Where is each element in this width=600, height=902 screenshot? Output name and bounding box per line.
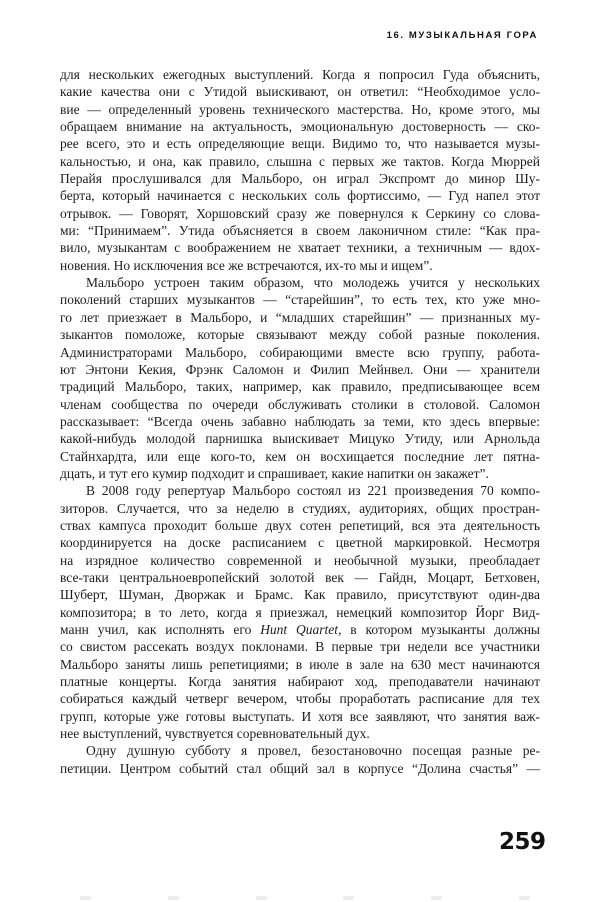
text-line: новения. Но исключения все же встречаются, их-то мы и ищем”. <box>60 257 433 273</box>
text-line: координируется на доске расписанием с цветной маркировкой. Несмотря <box>60 535 540 551</box>
text-line: Мальборо устроен таким образом, что молодежь учится у нескольких <box>86 275 540 291</box>
text-line: петиции. Центром событий стал общий зал в корпусе “Долина счастья” — <box>60 760 540 776</box>
page-number: 259 <box>499 829 546 855</box>
text-line: ми: “Принимаем”. Утида объясняется в своем лаконичном стиле: “Как пра- <box>60 223 540 239</box>
text-line: зыкантов помоложе, которые связывают между собой разные поколения. <box>60 327 540 343</box>
text-block <box>60 66 540 777</box>
text-line: берта, который начинается с нескольких соль фортиссимо, — Гуд напел этот <box>60 188 540 204</box>
text-line: платные концерты. Когда занятия набирают ход, преподаватели начинают <box>60 674 540 690</box>
text-line: вило, музыкантам с воображением не хватает техники, а техничным — вдох- <box>60 240 540 256</box>
text-line: го лет приезжает в Мальборо, и “младших старейшин” — признанных му- <box>60 309 540 325</box>
next-page-text-bleed <box>80 895 530 900</box>
text-segment: , в котором музыканты должны <box>338 622 541 637</box>
text-line: Шуберт, Шуман, Дворжак и Брамс. Как правило, присутствуют один-два <box>60 587 540 603</box>
text-line: собираться каждый четверг вечером, чтобы проработать расписание для тех <box>60 691 540 707</box>
text-line: рассказывает: “Всегда очень забавно наблюдать за теми, кто здесь впервые: <box>60 413 540 429</box>
text-line: Мальборо заняты лишь репетициями; в июле в зале на 630 мест начинаются <box>60 656 540 672</box>
text-line: композитора; в то лето, когда я приезжал, немецкий композитор Йорг Вид- <box>60 604 540 620</box>
bleed-mark <box>256 896 267 900</box>
text-line: Администраторами Мальборо, собирающими вместе всю группу, работа- <box>60 344 540 360</box>
text-line: кальностью, и она, как правило, слышна с первых же тактов. Когда Мюррей <box>60 153 540 169</box>
text-line: В 2008 году репертуар Мальборо состоял из 221 произведения 70 компо- <box>86 483 540 499</box>
text-line: обращаем внимание на актуальность, эмоциональную достоверность — ско- <box>60 119 540 135</box>
text-line <box>60 621 540 638</box>
text-line: отрывок. — Говорят, Хоршовский сразу же повернулся к Серкину со слова- <box>60 205 540 221</box>
running-header: 16. МУЗЫКАЛЬНАЯ ГОРА <box>386 30 538 41</box>
text-line: вие — определенный уровень технического мастерства. Но, кроме этого, мы <box>60 101 540 117</box>
text-line: нее выступлений, чувствуется соревновательный дух. <box>60 726 370 742</box>
text-line: со свистом рассекать воздух поклонами. В первые три недели все участники <box>60 639 540 655</box>
text-line: какие качества они с Утидой выискивают, он ответил: “Необходимое усло- <box>60 84 540 100</box>
bleed-mark <box>80 896 91 900</box>
bleed-mark <box>431 896 442 900</box>
bleed-mark <box>343 896 354 900</box>
text-line: ствах кампуса проходит больше двух сотен репетиций, вся эта деятельность <box>60 517 540 533</box>
text-line: какой-нибудь молодой парнишка выискивает Мицуко Утиду, или Арнольда <box>60 431 540 447</box>
text-line: групп, которые уже готовы выступать. И хотя все заявляют, что занятия важ- <box>60 708 540 724</box>
text-line: на изрядное количество современной и необычной музыки, преобладает <box>60 552 540 568</box>
text-line: все-таки центральноевропейский золотой век — Гайдн, Моцарт, Бетховен, <box>60 569 540 585</box>
text-line: Перайя прослушивался для Мальборо, он играл Экспромт до минор Шу- <box>60 171 540 187</box>
bleed-mark <box>168 896 179 900</box>
text-line: дцать, и тут его кумир подходит и спрашивает, какие напитки он закажет”. <box>60 465 489 481</box>
text-segment: манн учил, как исполнять его <box>60 622 261 637</box>
text-line: ют Энтони Кекия, Фрэнк Саломон и Филип Мейнвел. Они — хранители <box>60 361 540 377</box>
text-line: традиций Мальборо, таких, например, как правило, предписывающее всем <box>60 379 540 395</box>
text-line: Одну душную субботу я провел, безостановочно посещая разные ре- <box>86 743 540 759</box>
bleed-mark <box>519 896 530 900</box>
text-line: зиторов. Случается, что за неделю в студиях, аудиториях, общих простран- <box>60 500 540 516</box>
italic-work-title: Hunt Quartet <box>260 622 339 637</box>
text-line: Стайнхардта, или еще кого-то, кем он восхищается последние лет пятна- <box>60 448 540 464</box>
text-line: для нескольких ежегодных выступлений. Когда я попросил Гуда объяснить, <box>60 67 540 82</box>
text-line: членам сообщества по очереди обслуживать столики в столовой. Саломон <box>60 396 540 412</box>
text-line: поколений старших музыкантов — “старейшин”, то есть тех, кто уже мно- <box>60 292 540 308</box>
text-line: рее всего, это и есть определяющие вещи. Видимо то, что называется музы- <box>60 136 540 152</box>
